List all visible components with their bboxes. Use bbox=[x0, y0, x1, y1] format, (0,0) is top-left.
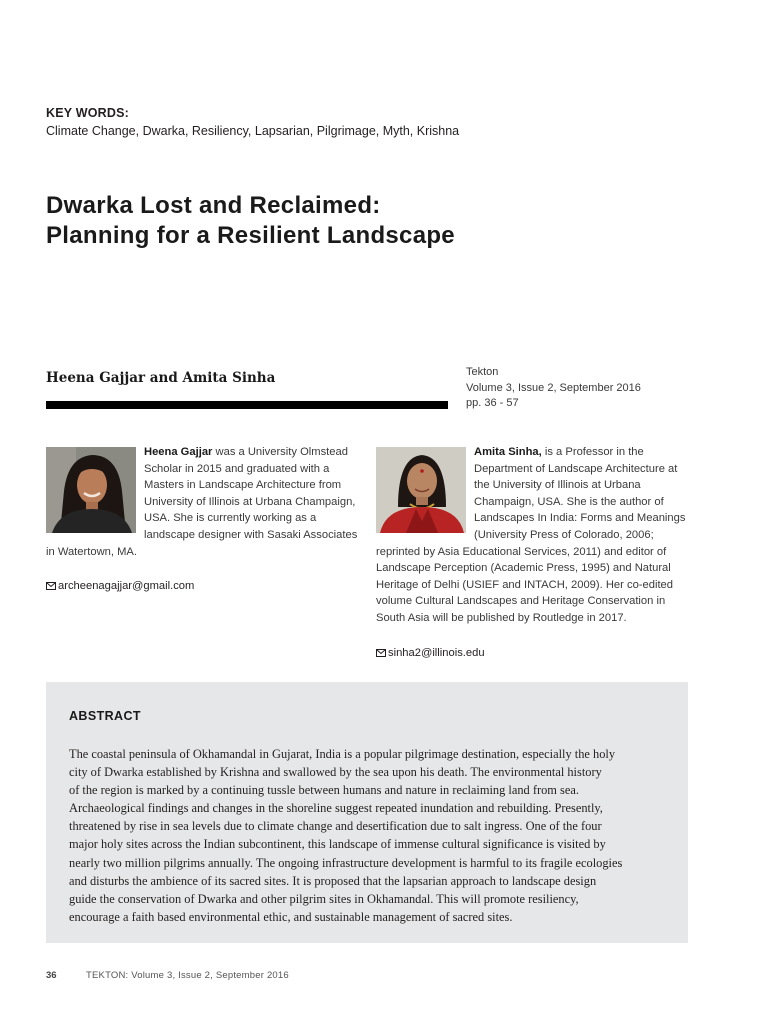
portrait-heena-image bbox=[46, 447, 136, 533]
abstract-heading: ABSTRACT bbox=[69, 709, 141, 723]
abstract-line: Archaeological findings and changes in the shoreline suggest repeated inundation and rebuilding. Presently, bbox=[69, 801, 603, 816]
authors-byline: Heena Gajjar and Amita Sinha bbox=[46, 370, 276, 386]
author-bio-heena bbox=[46, 444, 358, 560]
article-title bbox=[46, 191, 455, 251]
publication-info bbox=[466, 365, 641, 412]
page-number: 36 bbox=[46, 970, 57, 981]
author-bio-amita bbox=[376, 444, 692, 627]
abstract-line: nearly two million pilgrims annually. The ongoing infrastructure development is harmful to its fragile ecologies bbox=[69, 855, 623, 870]
abstract-line: The coastal peninsula of Okhamandal in Gujarat, India is a popular pilgrimage destination, especially the holy bbox=[69, 747, 616, 761]
article-title-line-2: Planning for a Resilient Landscape bbox=[46, 222, 455, 249]
bio-amita-name: Amita Sinha, bbox=[474, 446, 542, 458]
envelope-icon bbox=[46, 581, 56, 593]
title-rule bbox=[46, 401, 448, 409]
abstract-line: encourage a faith based environmental ethic, and sustainable management of sacred sites. bbox=[69, 909, 513, 924]
journal-volume: Volume 3, Issue 2, September 2016 bbox=[466, 381, 641, 394]
keywords-heading: KEY WORDS: bbox=[46, 106, 130, 120]
author-photo-heena bbox=[46, 447, 136, 533]
abstract-text bbox=[69, 745, 669, 926]
keywords-list: Climate Change, Dwarka, Resiliency, Lapsarian, Pilgrimage, Myth, Krishna bbox=[46, 124, 460, 138]
email-amita[interactable] bbox=[376, 647, 485, 660]
email-heena-address[interactable]: archeenagajjar@gmail.com bbox=[58, 580, 195, 592]
author-photo-amita bbox=[376, 447, 466, 533]
bio-amita-text: is a Professor in the Department of Landscape Architecture at the University of Illinois at Urbana Champaign, USA. She is the author of Landscapes In India: Forms and Meanings (University Press of Colorado, 2006; reprinted by Asia Educational Services, 2011) and editor of Landscape Perception (Academic Press, 1995) and Natural Heritage of Delhi (USIEF and INTACH, 2009). Her co-edited volume Cultural Landscapes and Heritage Conservation in South Asia will be published by Routledge in 2017. bbox=[376, 446, 686, 624]
envelope-icon bbox=[376, 648, 386, 660]
email-amita-address[interactable]: sinha2@illinois.edu bbox=[388, 647, 485, 659]
abstract-line: and disturbs the ambience of its sacred sites. It is proposed that the lapsarian approach to landscape design bbox=[69, 873, 597, 888]
abstract-line: major holy sites across the Indian subcontinent, this landscape of immense cultural significance is visited by bbox=[69, 837, 606, 852]
abstract-box bbox=[46, 682, 688, 943]
footer-journal-line: TEKTON: Volume 3, Issue 2, September 2016 bbox=[86, 970, 289, 981]
article-title-line-1: Dwarka Lost and Reclaimed: bbox=[46, 192, 381, 219]
abstract-line: guide the conservation of Dwarka and other pilgrim sites in Okhamandal. This will promote resiliency, bbox=[69, 891, 579, 906]
email-heena[interactable] bbox=[46, 580, 194, 593]
page-range: pp. 36 - 57 bbox=[466, 397, 519, 409]
journal-name: Tekton bbox=[466, 366, 499, 378]
abstract-line: city of Dwarka established by Krishna and swallowed by the sea upon his death. The environmental history bbox=[69, 765, 602, 780]
bio-heena-name: Heena Gajjar bbox=[144, 446, 213, 458]
portrait-amita-image bbox=[376, 447, 466, 533]
abstract-line: of the region is marked by a continuing tussle between humans and nature in reclaiming land from sea. bbox=[69, 783, 579, 798]
bio-heena-text: was a University Olmstead Scholar in 2015 and graduated with a Masters in Landscape Architecture from University of Illinois at Urbana Champaign, USA. She is currently working as a landscape designer with Sasaki Associates in Watertown, MA. bbox=[46, 446, 358, 558]
abstract-line: threatened by rise in sea levels due to climate change and desertification due to salt ingress. One of the four bbox=[69, 819, 602, 834]
